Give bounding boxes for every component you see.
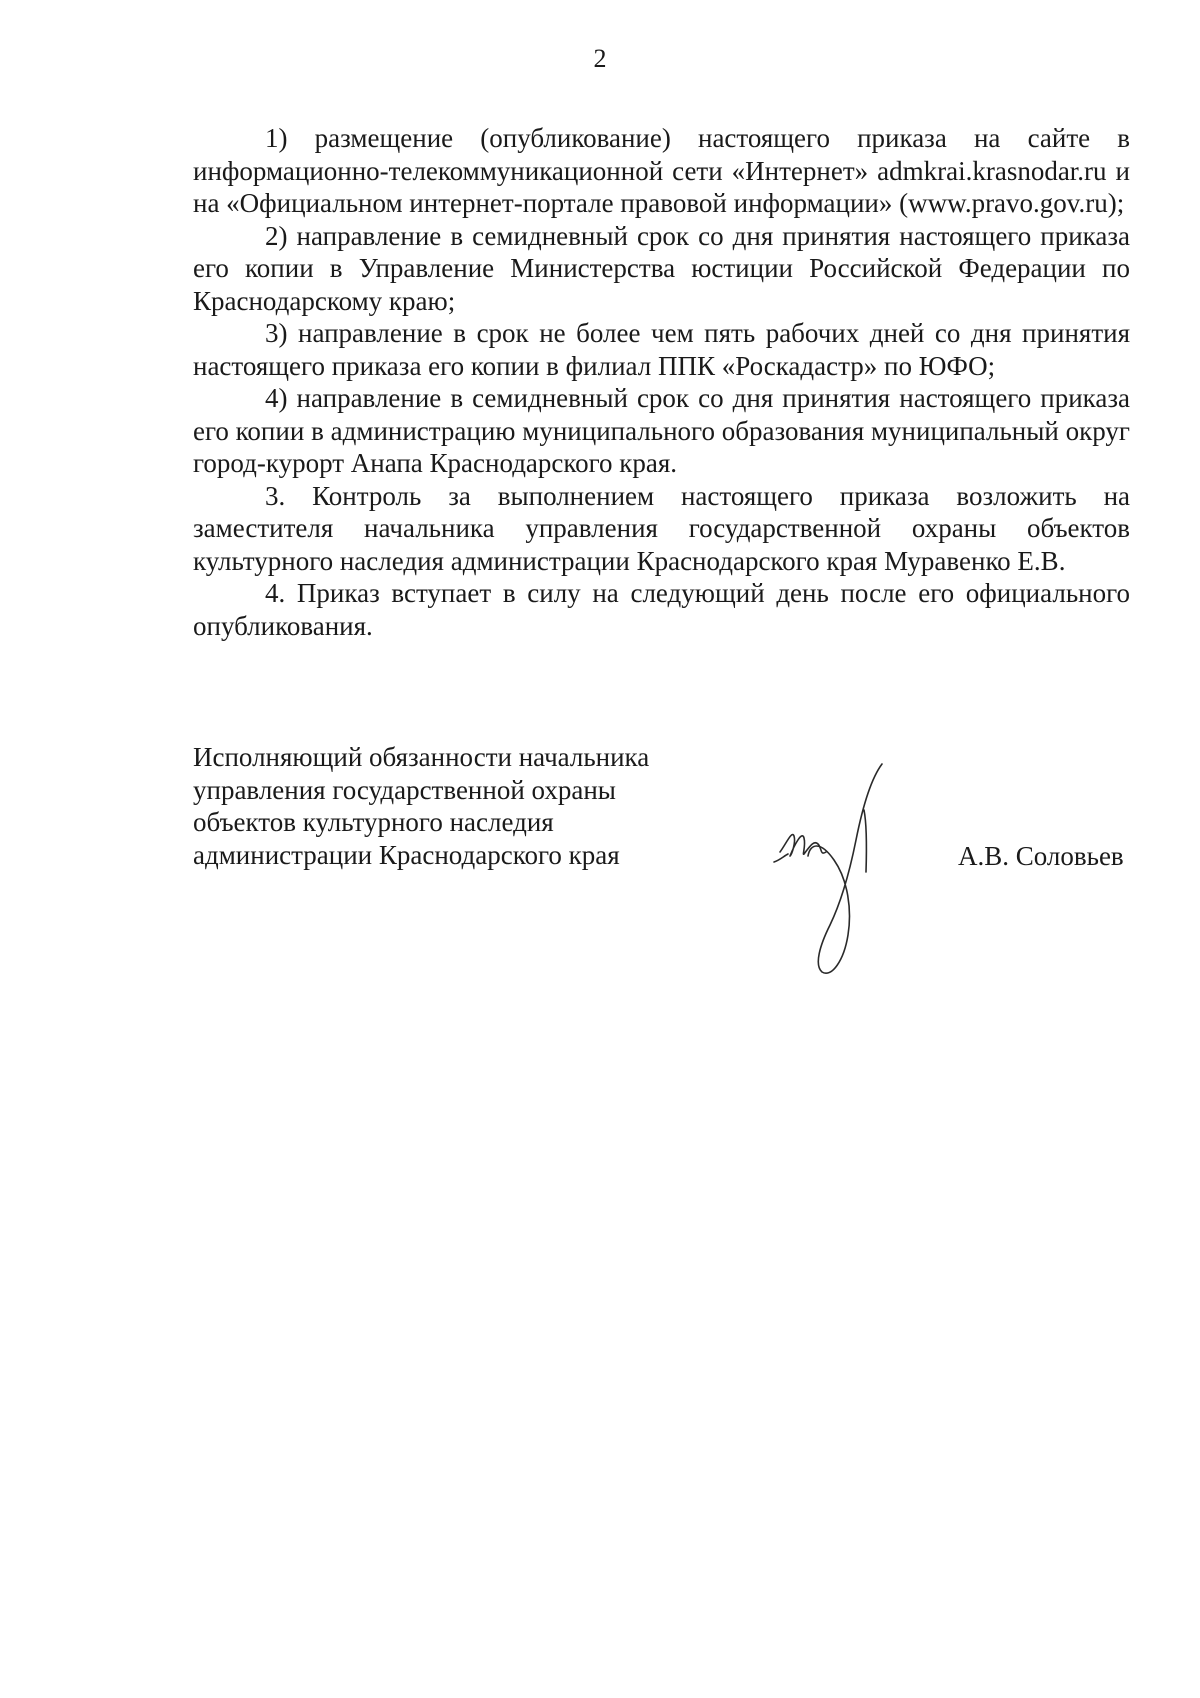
position-line: администрации Краснодарского края — [193, 839, 620, 870]
paragraph-effective-date: 4. Приказ вступает в силу на следующий день после его официального опубликования. — [193, 578, 1130, 641]
position-line: управления государственной охраны — [193, 774, 616, 805]
paragraph-control: 3. Контроль за выполнением настоящего приказа возложить на заместителя начальника управления государственной охраны объектов культурного наследия администрации Краснодарского края Муравенко Е.В. — [193, 480, 1130, 576]
handwritten-signature — [770, 760, 900, 980]
position-line: объектов культурного наследия — [193, 807, 554, 837]
page-number: 2 — [593, 44, 607, 73]
signatory-position — [193, 741, 753, 871]
signer-name: А.В. Соловьев — [958, 841, 1124, 871]
document-body — [193, 122, 1130, 642]
paragraph-ministry-of-justice: 2) направление в семидневный срок со дня принятия настоящего приказа его копии в Управление Министерства юстиции Российской Федерации по Краснодарскому краю; — [193, 220, 1130, 316]
paragraph-publication: 1) размещение (опубликование) настоящего приказа на сайте в информационно-телекоммуникационной сети «Интернет» admkrai.krasnodar.ru и на «Официальном интернет-портале правовой информации» (www.pravo.gov.ru); — [193, 123, 1130, 218]
paragraph-anapa-administration: 4) направление в семидневный срок со дня принятия настоящего приказа его копии в администрацию муниципального образования муниципальный округ город-курорт Анапа Краснодарского края. — [193, 383, 1130, 478]
paragraph-roskadastr: 3) направление в срок не более чем пять рабочих дней со дня принятия настоящего приказа его копии в филиал ППК «Роскадастр» по ЮФО; — [193, 318, 1130, 381]
position-line: Исполняющий обязанности начальника — [193, 742, 650, 772]
